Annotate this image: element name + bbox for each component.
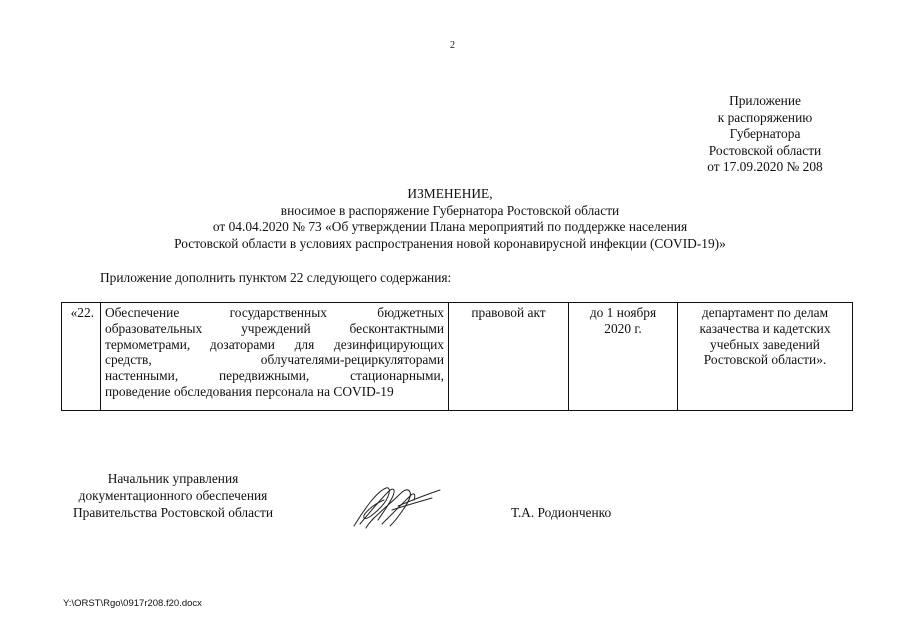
- responsible-line: учебных заведений: [710, 336, 820, 352]
- act-type-cell: правовой акт: [449, 303, 569, 411]
- responsible-cell: [678, 303, 853, 411]
- signer-position-line-3: Правительства Ростовской области: [72, 504, 274, 520]
- appendix-line-3: Губернатора: [729, 126, 801, 141]
- heading-line-4: Ростовской области в условиях распространения новой коронавирусной инфекции (COVID-19)»: [174, 235, 726, 251]
- responsible-line: департамент по делам: [701, 305, 829, 320]
- table-row: [62, 303, 853, 411]
- heading-title: ИЗМЕНЕНИЕ,: [407, 186, 493, 201]
- amendment-table: [61, 302, 853, 411]
- description-line: настенными, передвижными, стационарными,: [105, 368, 444, 384]
- item-number-cell: «22.: [62, 303, 101, 411]
- appendix-line-1: Приложение: [729, 93, 801, 108]
- description-line: термометрами, дозаторами для дезинфицирующих: [105, 336, 444, 352]
- page-number: 2: [450, 40, 455, 51]
- footer-file-path: Y:\ORST\Rgo\0917r208.f20.docx: [63, 598, 202, 609]
- item-description-cell: [101, 303, 449, 411]
- signer-name: Т.А. Родионченко: [511, 505, 612, 520]
- heading-line-2: вносимое в распоряжение Губернатора Ростовской области: [280, 202, 620, 218]
- appendix-header: [660, 93, 870, 176]
- appendix-line-2: к распоряжению: [717, 109, 813, 125]
- appendix-line-4: Ростовской области: [708, 142, 822, 158]
- signer-position: [48, 471, 298, 521]
- deadline-cell: [569, 303, 678, 411]
- description-line: образовательных учреждений бесконтактными: [105, 320, 444, 336]
- responsible-line: казачества и кадетских: [699, 320, 831, 336]
- appendix-line-5: от 17.09.2020 № 208: [707, 159, 823, 174]
- description-line: проведение обследования персонала на COVID-19: [105, 383, 394, 399]
- signer-position-line-2: документационного обеспечения: [78, 487, 268, 503]
- description-line: Обеспечение государственных бюджетных: [105, 305, 444, 320]
- deadline-line: 2020 г.: [604, 320, 642, 336]
- intro-paragraph: Приложение дополнить пунктом 22 следующего содержания:: [100, 270, 452, 285]
- heading-line-3: от 04.04.2020 № 73 «Об утверждении Плана мероприятий по поддержке населения: [212, 219, 688, 234]
- handwritten-signature: [352, 480, 442, 532]
- responsible-line: Ростовской области».: [703, 352, 827, 368]
- deadline-line: до 1 ноября: [589, 305, 657, 320]
- document-heading: [100, 186, 800, 252]
- description-line: средств, облучателями-рециркуляторами: [105, 352, 444, 368]
- signer-position-line-1: Начальник управления: [107, 471, 239, 486]
